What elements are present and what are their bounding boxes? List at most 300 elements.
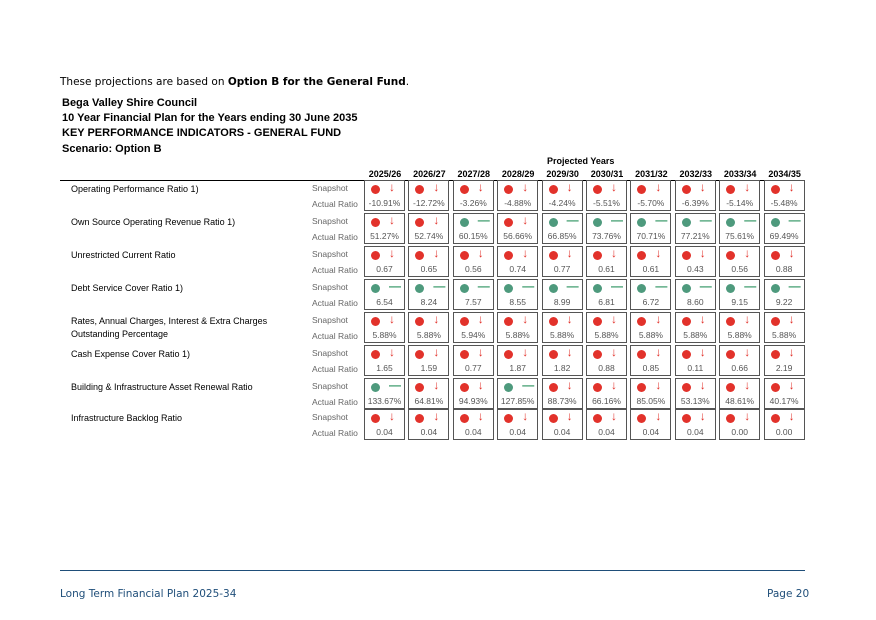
arrow-down-icon: ↓ bbox=[655, 180, 662, 194]
kpi-cell bbox=[719, 246, 760, 277]
kpi-name-line: Operating Performance Ratio 1) bbox=[71, 184, 199, 194]
kpi-cell bbox=[675, 246, 716, 277]
arrow-down-icon: ↓ bbox=[699, 378, 706, 392]
ratio-value: 0.67 bbox=[376, 264, 393, 274]
kpi-cell bbox=[675, 378, 716, 409]
ratio-value: 5.88% bbox=[550, 330, 575, 340]
kpi-cell bbox=[453, 378, 494, 409]
kpi-cell bbox=[364, 213, 405, 244]
dash-icon: — bbox=[522, 378, 535, 392]
arrow-down-icon: ↓ bbox=[389, 246, 395, 260]
kpi-row bbox=[0, 279, 876, 316]
kpi-cell bbox=[542, 246, 583, 277]
status-dot-icon bbox=[637, 185, 646, 194]
kpi-cell bbox=[630, 246, 671, 277]
status-dot-icon bbox=[771, 414, 780, 423]
kpi-cell bbox=[408, 279, 449, 310]
kpi-cell bbox=[675, 180, 716, 211]
arrow-down-icon: ↓ bbox=[566, 246, 573, 260]
dash-icon: — bbox=[699, 279, 712, 293]
dash-icon: — bbox=[744, 279, 757, 293]
kpi-cell bbox=[764, 378, 805, 409]
year-header: 2032/33 bbox=[679, 169, 713, 179]
ratio-value: -6.39% bbox=[681, 198, 709, 208]
status-dot-icon bbox=[771, 317, 780, 326]
arrow-down-icon: ↓ bbox=[522, 345, 529, 359]
status-dot-icon bbox=[460, 284, 469, 293]
ratio-value: 75.61% bbox=[725, 231, 755, 241]
actual-ratio-label: Actual Ratio bbox=[312, 428, 358, 438]
kpi-cells bbox=[364, 312, 808, 345]
arrow-down-icon: ↓ bbox=[389, 345, 395, 359]
kpi-cell bbox=[719, 213, 760, 244]
arrow-down-icon: ↓ bbox=[477, 246, 484, 260]
status-dot-icon bbox=[682, 317, 691, 326]
status-dot-icon bbox=[549, 251, 558, 260]
kpi-title: KEY PERFORMANCE INDICATORS - GENERAL FUND bbox=[62, 127, 342, 139]
arrow-down-icon: ↓ bbox=[522, 246, 529, 260]
status-dot-icon bbox=[637, 414, 646, 423]
kpi-cells bbox=[364, 378, 808, 411]
kpi-cell bbox=[630, 213, 671, 244]
scenario-label: Scenario: Option B bbox=[62, 143, 162, 155]
arrow-down-icon: ↓ bbox=[788, 409, 795, 423]
ratio-value: 5.88% bbox=[594, 330, 619, 340]
kpi-name bbox=[71, 183, 311, 196]
kpi-cell bbox=[497, 345, 538, 376]
kpi-name-line: Rates, Annual Charges, Interest & Extra Charges bbox=[71, 316, 268, 326]
year-header: 2028/29 bbox=[501, 169, 535, 179]
arrow-down-icon: ↓ bbox=[433, 378, 440, 392]
actual-ratio-label: Actual Ratio bbox=[312, 397, 358, 407]
arrow-down-icon: ↓ bbox=[477, 409, 484, 423]
status-dot-icon bbox=[460, 251, 469, 260]
status-dot-icon bbox=[682, 218, 691, 227]
kpi-cell bbox=[764, 312, 805, 343]
status-dot-icon bbox=[637, 350, 646, 359]
kpi-cell bbox=[453, 279, 494, 310]
ratio-value: 88.73% bbox=[547, 396, 577, 406]
kpi-cell bbox=[586, 345, 627, 376]
ratio-value: 70.71% bbox=[636, 231, 666, 241]
ratio-value: 56.66% bbox=[503, 231, 533, 241]
ratio-value: 5.88% bbox=[772, 330, 797, 340]
arrow-down-icon: ↓ bbox=[522, 213, 529, 227]
status-dot-icon bbox=[771, 251, 780, 260]
kpi-name bbox=[71, 216, 311, 229]
status-dot-icon bbox=[504, 284, 513, 293]
arrow-down-icon: ↓ bbox=[389, 312, 395, 326]
kpi-name-line: Building & Infrastructure Asset Renewal Ratio bbox=[71, 382, 253, 392]
kpi-cell bbox=[497, 246, 538, 277]
ratio-value: 0.04 bbox=[598, 427, 615, 437]
dash-icon: — bbox=[522, 279, 535, 293]
status-dot-icon bbox=[593, 284, 602, 293]
status-dot-icon bbox=[415, 251, 424, 260]
status-dot-icon bbox=[549, 317, 558, 326]
ratio-value: 0.00 bbox=[775, 427, 793, 437]
status-dot-icon bbox=[637, 251, 646, 260]
status-dot-icon bbox=[460, 414, 469, 423]
status-dot-icon bbox=[549, 414, 558, 423]
snapshot-label: Snapshot bbox=[312, 216, 348, 226]
ratio-value: 8.60 bbox=[687, 297, 704, 307]
kpi-cell bbox=[719, 180, 760, 211]
ratio-value: -5.51% bbox=[593, 198, 620, 208]
actual-ratio-label: Actual Ratio bbox=[312, 232, 358, 242]
status-dot-icon bbox=[637, 218, 646, 227]
ratio-value: -5.70% bbox=[637, 198, 665, 208]
kpi-cell bbox=[719, 279, 760, 310]
ratio-value: -12.72% bbox=[413, 198, 445, 208]
ratio-value: 64.81% bbox=[414, 396, 444, 406]
kpi-cell bbox=[675, 409, 716, 440]
year-header: 2027/28 bbox=[457, 169, 491, 179]
ratio-value: 0.61 bbox=[642, 264, 660, 274]
ratio-value: 0.04 bbox=[553, 427, 571, 437]
plan-title: 10 Year Financial Plan for the Years ending 30 June 2035 bbox=[62, 112, 358, 124]
status-dot-icon bbox=[504, 383, 513, 392]
arrow-down-icon: ↓ bbox=[611, 312, 617, 326]
intro-note bbox=[60, 76, 409, 88]
kpi-cell bbox=[453, 213, 494, 244]
dash-icon: — bbox=[655, 279, 668, 293]
status-dot-icon bbox=[771, 350, 780, 359]
status-dot-icon bbox=[460, 317, 469, 326]
kpi-cell bbox=[586, 312, 627, 343]
kpi-cell bbox=[764, 409, 805, 440]
kpi-name-line: Outstanding Percentage bbox=[71, 329, 169, 339]
status-dot-icon bbox=[415, 185, 424, 194]
kpi-cell bbox=[630, 279, 671, 310]
kpi-cell bbox=[453, 345, 494, 376]
ratio-value: 6.72 bbox=[642, 297, 660, 307]
ratio-value: 60.15% bbox=[458, 231, 488, 241]
ratio-value: 0.77 bbox=[465, 363, 482, 373]
ratio-value: 85.05% bbox=[636, 396, 666, 406]
dash-icon: — bbox=[433, 279, 446, 293]
kpi-cell bbox=[675, 213, 716, 244]
kpi-name-line: Cash Expense Cover Ratio 1) bbox=[71, 349, 191, 359]
ratio-value: 8.99 bbox=[553, 297, 571, 307]
status-dot-icon bbox=[726, 317, 735, 326]
ratio-value: 51.27% bbox=[370, 231, 399, 241]
status-dot-icon bbox=[771, 383, 780, 392]
kpi-row bbox=[0, 180, 876, 217]
kpi-cells bbox=[364, 279, 808, 312]
kpi-row bbox=[0, 312, 876, 349]
kpi-cell bbox=[586, 378, 627, 409]
kpi-cell bbox=[542, 409, 583, 440]
dash-icon: — bbox=[788, 279, 801, 293]
kpi-cell bbox=[497, 378, 538, 409]
kpi-cell bbox=[542, 279, 583, 310]
kpi-cell bbox=[453, 246, 494, 277]
kpi-cells bbox=[364, 409, 808, 442]
kpi-cell bbox=[408, 246, 449, 277]
kpi-cell bbox=[497, 409, 538, 440]
kpi-cell bbox=[586, 213, 627, 244]
arrow-down-icon: ↓ bbox=[655, 378, 662, 392]
status-dot-icon bbox=[726, 218, 735, 227]
arrow-down-icon: ↓ bbox=[611, 180, 617, 194]
kpi-cell bbox=[586, 279, 627, 310]
arrow-down-icon: ↓ bbox=[522, 312, 529, 326]
status-dot-icon bbox=[726, 251, 735, 260]
status-dot-icon bbox=[415, 350, 424, 359]
kpi-cell bbox=[542, 213, 583, 244]
ratio-value: 5.88% bbox=[505, 330, 530, 340]
year-header: 2029/30 bbox=[546, 169, 579, 179]
actual-ratio-label: Actual Ratio bbox=[312, 298, 358, 308]
ratio-value: 1.87 bbox=[509, 363, 526, 373]
actual-ratio-label: Actual Ratio bbox=[312, 199, 358, 209]
kpi-name bbox=[71, 381, 311, 394]
ratio-value: 0.88 bbox=[775, 264, 793, 274]
snapshot-label: Snapshot bbox=[312, 315, 348, 325]
status-dot-icon bbox=[726, 383, 735, 392]
kpi-cell bbox=[542, 312, 583, 343]
ratio-value: 0.04 bbox=[420, 427, 438, 437]
ratio-value: 0.66 bbox=[731, 363, 748, 373]
ratio-value: 0.11 bbox=[687, 363, 704, 373]
kpi-name-line: Debt Service Cover Ratio 1) bbox=[71, 283, 184, 293]
status-dot-icon bbox=[415, 218, 424, 227]
dash-icon: — bbox=[611, 279, 623, 293]
kpi-cell bbox=[497, 180, 538, 211]
year-header: 2031/32 bbox=[635, 169, 668, 179]
kpi-name bbox=[71, 282, 311, 295]
kpi-name bbox=[71, 348, 311, 361]
kpi-cell bbox=[453, 180, 494, 211]
intro-text: These projections are based on bbox=[60, 76, 228, 88]
footer-divider bbox=[60, 570, 805, 571]
kpi-cell bbox=[586, 409, 627, 440]
dash-icon: — bbox=[655, 213, 668, 227]
arrow-down-icon: ↓ bbox=[788, 312, 795, 326]
arrow-down-icon: ↓ bbox=[389, 180, 395, 194]
ratio-value: 1.82 bbox=[553, 363, 571, 373]
arrow-down-icon: ↓ bbox=[477, 345, 484, 359]
ratio-value: 52.74% bbox=[414, 231, 444, 241]
status-dot-icon bbox=[593, 414, 602, 423]
dash-icon: — bbox=[699, 213, 712, 227]
dash-icon: — bbox=[566, 279, 579, 293]
dash-icon: — bbox=[389, 279, 401, 293]
status-dot-icon bbox=[682, 383, 691, 392]
kpi-cell bbox=[764, 345, 805, 376]
ratio-value: 127.85% bbox=[500, 396, 535, 406]
arrow-down-icon: ↓ bbox=[433, 180, 440, 194]
arrow-down-icon: ↓ bbox=[433, 312, 440, 326]
status-dot-icon bbox=[726, 185, 735, 194]
ratio-value: 94.93% bbox=[458, 396, 488, 406]
ratio-value: 0.61 bbox=[598, 264, 615, 274]
kpi-cell bbox=[364, 409, 405, 440]
dash-icon: — bbox=[477, 213, 490, 227]
kpi-name bbox=[71, 412, 311, 425]
ratio-value: 6.54 bbox=[376, 297, 393, 307]
ratio-value: 9.15 bbox=[731, 297, 748, 307]
arrow-down-icon: ↓ bbox=[566, 180, 573, 194]
arrow-down-icon: ↓ bbox=[433, 246, 440, 260]
kpi-cell bbox=[764, 213, 805, 244]
kpi-cell bbox=[675, 312, 716, 343]
status-dot-icon bbox=[549, 185, 558, 194]
council-name: Bega Valley Shire Council bbox=[62, 97, 198, 109]
kpi-cell bbox=[364, 279, 405, 310]
status-dot-icon bbox=[593, 218, 602, 227]
kpi-cell bbox=[719, 345, 760, 376]
status-dot-icon bbox=[682, 414, 691, 423]
arrow-down-icon: ↓ bbox=[611, 409, 617, 423]
kpi-cells bbox=[364, 213, 808, 246]
snapshot-label: Snapshot bbox=[312, 249, 348, 259]
kpi-row bbox=[0, 345, 876, 382]
kpi-cell bbox=[630, 312, 671, 343]
arrow-down-icon: ↓ bbox=[744, 378, 751, 392]
arrow-down-icon: ↓ bbox=[655, 409, 662, 423]
arrow-down-icon: ↓ bbox=[477, 378, 484, 392]
kpi-cell bbox=[497, 213, 538, 244]
dash-icon: — bbox=[566, 213, 579, 227]
status-dot-icon bbox=[415, 284, 424, 293]
dash-icon: — bbox=[744, 213, 757, 227]
arrow-down-icon: ↓ bbox=[389, 213, 395, 227]
dash-icon: — bbox=[389, 378, 401, 392]
status-dot-icon bbox=[371, 317, 380, 326]
status-dot-icon bbox=[460, 218, 469, 227]
arrow-down-icon: ↓ bbox=[699, 246, 706, 260]
ratio-value: -10.91% bbox=[368, 198, 401, 208]
page-number: Page 20 bbox=[767, 588, 810, 600]
actual-ratio-label: Actual Ratio bbox=[312, 265, 358, 275]
status-dot-icon bbox=[637, 284, 646, 293]
kpi-cell bbox=[408, 213, 449, 244]
dash-icon: — bbox=[788, 213, 801, 227]
kpi-cell bbox=[453, 409, 494, 440]
status-dot-icon bbox=[504, 317, 513, 326]
kpi-cell bbox=[630, 409, 671, 440]
kpi-cell bbox=[453, 312, 494, 343]
status-dot-icon bbox=[371, 185, 380, 194]
kpi-cell bbox=[364, 345, 405, 376]
status-dot-icon bbox=[682, 251, 691, 260]
arrow-down-icon: ↓ bbox=[744, 180, 751, 194]
ratio-value: 66.16% bbox=[592, 396, 621, 406]
arrow-down-icon: ↓ bbox=[788, 345, 795, 359]
arrow-down-icon: ↓ bbox=[699, 312, 706, 326]
ratio-value: -5.14% bbox=[726, 198, 754, 208]
arrow-down-icon: ↓ bbox=[566, 378, 573, 392]
status-dot-icon bbox=[593, 251, 602, 260]
ratio-value: -5.48% bbox=[770, 198, 798, 208]
status-dot-icon bbox=[371, 383, 380, 392]
ratio-value: 1.65 bbox=[376, 363, 393, 373]
ratio-value: 8.55 bbox=[509, 297, 526, 307]
arrow-down-icon: ↓ bbox=[477, 180, 484, 194]
status-dot-icon bbox=[771, 284, 780, 293]
ratio-value: 40.17% bbox=[769, 396, 799, 406]
arrow-down-icon: ↓ bbox=[744, 345, 751, 359]
year-header: 2026/27 bbox=[413, 169, 446, 179]
status-dot-icon bbox=[549, 284, 558, 293]
ratio-value: 5.88% bbox=[727, 330, 752, 340]
kpi-cell bbox=[719, 409, 760, 440]
status-dot-icon bbox=[371, 218, 380, 227]
ratio-value: 1.59 bbox=[420, 363, 438, 373]
kpi-cell bbox=[364, 246, 405, 277]
ratio-value: 77.21% bbox=[680, 231, 710, 241]
year-header: 2030/31 bbox=[590, 169, 624, 179]
kpi-cell bbox=[630, 345, 671, 376]
status-dot-icon bbox=[460, 350, 469, 359]
ratio-value: 0.04 bbox=[687, 427, 704, 437]
arrow-down-icon: ↓ bbox=[611, 378, 617, 392]
arrow-down-icon: ↓ bbox=[744, 312, 751, 326]
arrow-down-icon: ↓ bbox=[566, 312, 573, 326]
kpi-cell bbox=[542, 345, 583, 376]
status-dot-icon bbox=[593, 350, 602, 359]
ratio-value: -4.24% bbox=[548, 198, 576, 208]
status-dot-icon bbox=[504, 350, 513, 359]
status-dot-icon bbox=[504, 251, 513, 260]
ratio-value: 9.22 bbox=[775, 297, 793, 307]
status-dot-icon bbox=[771, 218, 780, 227]
kpi-cell bbox=[719, 312, 760, 343]
ratio-value: 0.56 bbox=[465, 264, 482, 274]
kpi-cell bbox=[408, 345, 449, 376]
status-dot-icon bbox=[371, 251, 380, 260]
status-dot-icon bbox=[771, 185, 780, 194]
ratio-value: 0.77 bbox=[553, 264, 571, 274]
kpi-cell bbox=[542, 378, 583, 409]
ratio-value: 5.88% bbox=[683, 330, 708, 340]
kpi-cell bbox=[408, 312, 449, 343]
arrow-down-icon: ↓ bbox=[655, 312, 662, 326]
snapshot-label: Snapshot bbox=[312, 183, 348, 193]
kpi-cell bbox=[764, 180, 805, 211]
status-dot-icon bbox=[371, 350, 380, 359]
status-dot-icon bbox=[415, 317, 424, 326]
ratio-value: -3.26% bbox=[459, 198, 487, 208]
status-dot-icon bbox=[726, 284, 735, 293]
ratio-value: 0.85 bbox=[642, 363, 660, 373]
status-dot-icon bbox=[682, 185, 691, 194]
actual-ratio-label: Actual Ratio bbox=[312, 331, 358, 341]
kpi-cell bbox=[675, 345, 716, 376]
arrow-down-icon: ↓ bbox=[389, 409, 395, 423]
kpi-cell bbox=[364, 180, 405, 211]
dash-icon: — bbox=[611, 213, 623, 227]
ratio-value: 5.88% bbox=[416, 330, 441, 340]
ratio-value: 69.49% bbox=[769, 231, 799, 241]
arrow-down-icon: ↓ bbox=[699, 409, 706, 423]
kpi-cell bbox=[542, 180, 583, 211]
arrow-down-icon: ↓ bbox=[477, 312, 484, 326]
kpi-name bbox=[71, 315, 311, 341]
arrow-down-icon: ↓ bbox=[611, 345, 617, 359]
kpi-cell bbox=[764, 246, 805, 277]
ratio-value: 0.04 bbox=[509, 427, 526, 437]
kpi-cell bbox=[630, 378, 671, 409]
ratio-value: 0.74 bbox=[509, 264, 526, 274]
snapshot-label: Snapshot bbox=[312, 282, 348, 292]
ratio-value: 66.85% bbox=[547, 231, 577, 241]
status-dot-icon bbox=[549, 383, 558, 392]
kpi-cells bbox=[364, 180, 808, 213]
status-dot-icon bbox=[504, 218, 513, 227]
